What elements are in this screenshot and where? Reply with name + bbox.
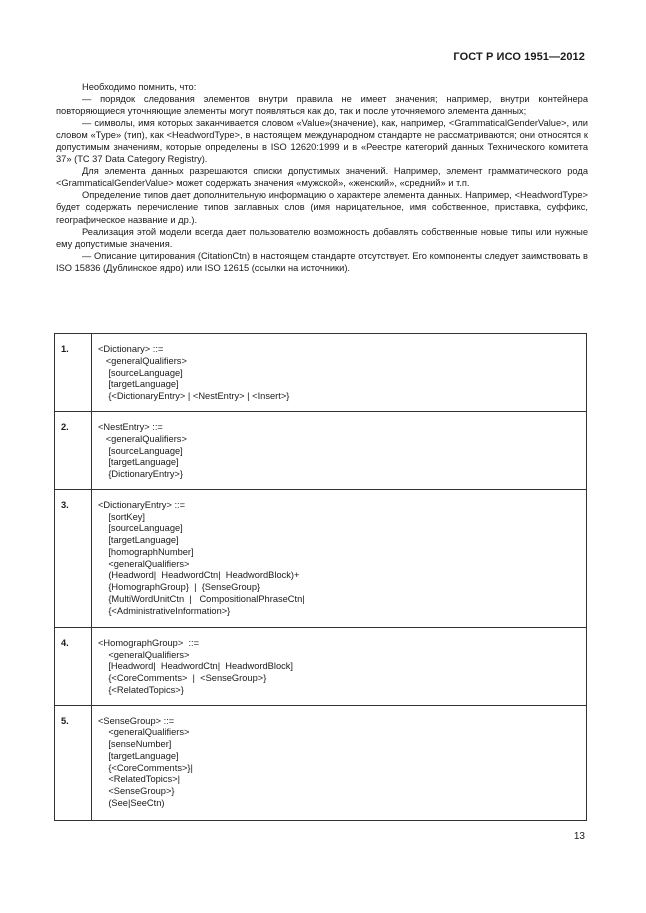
rule-line: {<DictionaryEntry> | <NestEntry> | <Insert>} (98, 391, 290, 401)
rule-line: <RelatedTopics>| (98, 774, 181, 785)
rules-table (54, 333, 587, 821)
rule-content (92, 627, 587, 705)
paragraph: Определение типов дает дополнительную информацию о характере элемента данных. Например, <HeadwordType> будет содержать перечисление типов заглавных слов (имя нарицательное, имя собственное, приставка, суффикс, географическое название и др.). (56, 190, 588, 225)
document-header: ГОСТ Р ИСО 1951—2012 (453, 51, 585, 63)
rule-number: 5. (55, 705, 92, 820)
rule-line: {HomographGroup} | {SenseGroup} (98, 582, 261, 592)
rule-content (92, 412, 587, 490)
rule-number: 2. (55, 412, 92, 490)
rule-line: <generalQualifiers> (98, 649, 190, 660)
table-row (55, 334, 587, 412)
rule-line: [senseNumber] (98, 739, 172, 749)
rule-number: 3. (55, 489, 92, 627)
rule-line: [sourceLanguage] (98, 445, 183, 456)
rule-line: <NestEntry> ::= (98, 422, 163, 432)
rule-number: 1. (55, 334, 92, 412)
paragraph: Для элемента данных разрешаются списки допустимых значений. Например, элемент грамматического рода <GrammaticalGenderValue> может содержать значения «мужской», «женский», «средний» и т.п. (56, 166, 588, 189)
body-text (56, 81, 588, 274)
rule-line: [sortKey] (98, 511, 146, 522)
rule-content (92, 705, 587, 820)
rule-line: {DictionaryEntry>} (98, 469, 184, 479)
rule-line: <HomographGroup> ::= (98, 637, 200, 648)
rule-line: {<AdministrativeInformation>} (98, 605, 231, 616)
rule-line: <generalQualifiers> (98, 727, 190, 738)
rule-line: [targetLanguage] (98, 535, 179, 545)
paragraph: — порядок следования элементов внутри правила не имеет значения; например, внутри контейнера повторяющиеся уточняющие элементы могут появляться как до, так и после уточняемого элемента данных; (56, 94, 588, 117)
rule-line: [targetLanguage] (98, 750, 179, 761)
rule-content (92, 489, 587, 627)
rule-number: 4. (55, 627, 92, 705)
rule-line: <SenseGroup>} (98, 786, 175, 796)
rule-line: [homographNumber] (98, 546, 194, 557)
table-row (55, 705, 587, 820)
page-number: 13 (573, 831, 585, 842)
table-row (55, 627, 587, 705)
table-row (55, 412, 587, 490)
rule-line: (See|SeeCtn) (98, 797, 165, 808)
table-row (55, 489, 587, 627)
rule-line: [targetLanguage] (98, 457, 179, 468)
rule-content (92, 334, 587, 412)
rule-line: (Headword| HeadwordCtn| HeadwordBlock)+ (98, 570, 300, 581)
rule-line: <SenseGroup> ::= (98, 715, 175, 726)
rule-line: {<CoreComments>}| (98, 762, 193, 773)
rule-line: <generalQualifiers> (98, 433, 187, 444)
rule-line: {<RelatedTopics>} (98, 684, 184, 695)
rule-line: [sourceLanguage] (98, 523, 183, 534)
rule-line: [Headword| HeadwordCtn| HeadwordBlock] (98, 661, 293, 672)
rule-line: {<CoreComments> | <SenseGroup>} (98, 673, 267, 683)
paragraph: Необходимо помнить, что: (82, 82, 197, 92)
paragraph: Реализация этой модели всегда дает пользователю возможность добавлять собственные новые типы или нужные ему допустимые значения. (56, 226, 588, 249)
rule-line: [targetLanguage] (98, 379, 179, 390)
rule-line: <generalQualifiers> (98, 355, 187, 366)
rule-line: {MultiWordUnitCtn | CompositionalPhraseCtn| (98, 593, 305, 604)
rule-line: <generalQualifiers> (98, 558, 190, 569)
rule-line: [sourceLanguage] (98, 367, 183, 378)
paragraph: — Описание цитирования (CitationCtn) в настоящем стандарте отсутствует. Его компоненты следует заимствовать в ISO 15836 (Дублинское ядро) или ISO 12615 (ссылки на источники). (56, 250, 588, 273)
paragraph: — символы, имя которых заканчивается словом «Value»(значение), как, например, <GrammaticalGenderValue>, или словом «Type» (тип), как <HeadwordType>, в настоящем международном стандарте не рассматриваются; они относятся к допустимым значениям, которые определены в ISO 12620:1999 и в «Реестре категорий данных Технического комитета 37» (TC 37 Data Category Registry). (56, 118, 588, 165)
rule-line: <Dictionary> ::= (98, 344, 164, 354)
rule-line: <DictionaryEntry> ::= (98, 499, 186, 510)
